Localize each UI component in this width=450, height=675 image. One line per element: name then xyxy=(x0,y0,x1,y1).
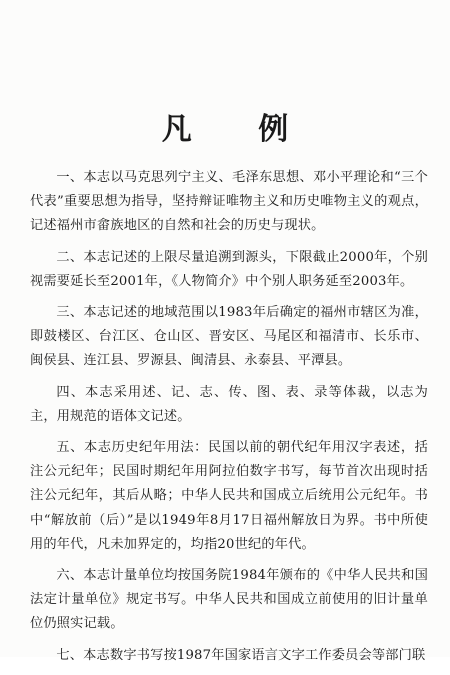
page-title: 凡 例 xyxy=(161,112,317,148)
paragraph-1: 一、本志以马克思列宁主义、毛泽东思想、邓小平理论和“三个代表”重要思想为指导，坚持辩证唯物主义和历史唯物主义的观点，记述福州市畲族地区的自然和社会的历史与现状。 xyxy=(30,170,428,234)
paragraph-4: 四、本志采用述、记、志、传、图、表、录等体裁，以志为主，用规范的语体文记述。 xyxy=(30,384,428,424)
paragraph-6: 六、本志计量单位均按国务院1984年颁布的《中华人民共和国法定计量单位》规定书写。中华人民共和国成立前使用的旧计量单位仍照实记载。 xyxy=(30,568,428,632)
paragraph-2: 二、本志记述的上限尽量追溯到源头，下限截止2000年，个别视需要延长至2001年，《人物简介》中个别人职务延至2003年。 xyxy=(30,249,428,289)
paragraph-3: 三、本志记述的地域范围以1983年后确定的福州市辖区为准，即鼓楼区、台江区、仓山区、晋安区、马尾区和福清市、长乐市、闽侯县、连江县、罗源县、闽清县、永泰县、平潭县。 xyxy=(30,305,428,369)
paragraph-5: 五、本志历史纪年用法：民国以前的朝代纪年用汉字表述，括注公元纪年；民国时期纪年用阿拉伯数字书写，每节首次出现时括注公元纪年，其后从略；中华人民共和国成立后统用公元纪年。书中“解放前（后）”是以1949年8月17日福州解放日为界。书中所使用的年代，凡未加界定的，均指20世纪的年代。 xyxy=(30,440,428,552)
paragraph-7: 七、本志数字书写按1987年国家语言文字工作委员会等部门联 xyxy=(56,647,426,663)
document-body xyxy=(30,166,428,675)
